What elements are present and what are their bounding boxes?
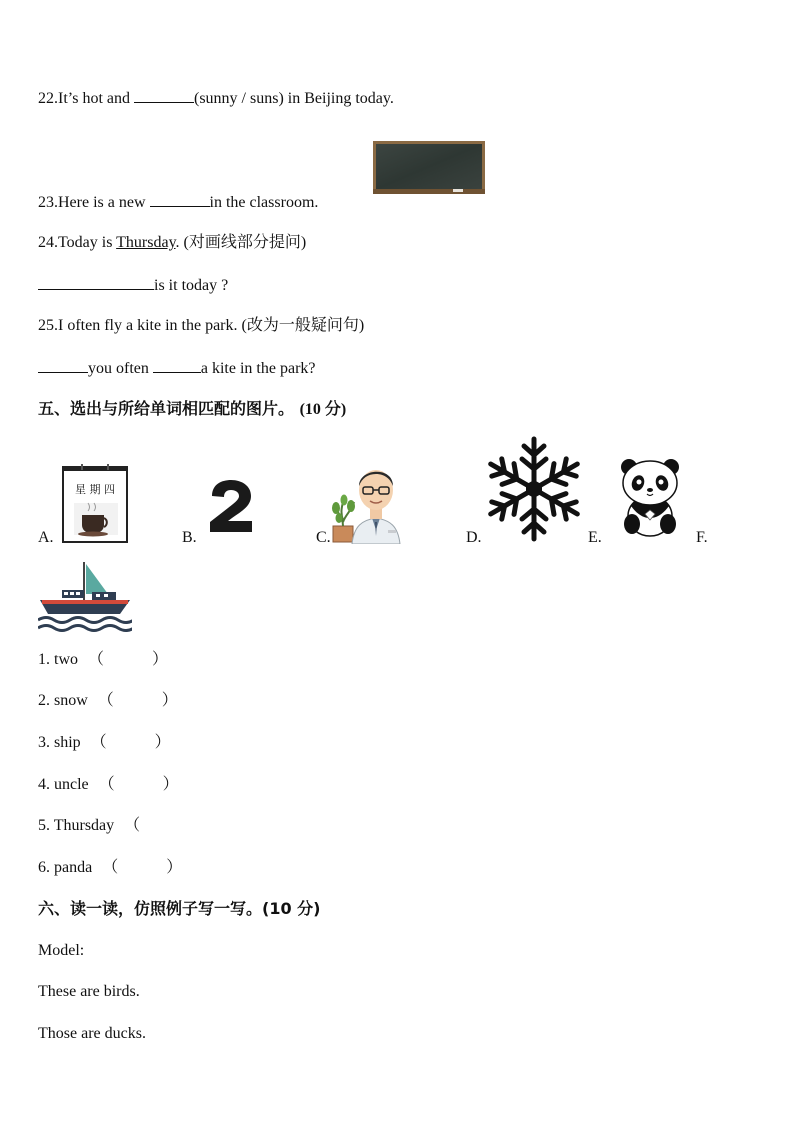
q24-text-b: . (对画线部分提问) [175, 234, 307, 251]
calendar-weekday-text: 星 期 四 [75, 483, 115, 496]
item-5-answer-paren[interactable]: （ [124, 817, 141, 834]
item-4 [38, 775, 179, 795]
question-23 [38, 192, 318, 213]
item-2-label: 2. snow [38, 692, 88, 709]
option-a-label: A. [38, 529, 54, 546]
question-24 [38, 233, 306, 253]
question-25 [38, 316, 364, 336]
item-3 [38, 733, 171, 753]
q24-text-a: 24.Today is [38, 234, 117, 251]
item-2 [38, 691, 178, 711]
ship-icon [38, 560, 132, 634]
item-6-label: 6. panda [38, 859, 93, 876]
item-5-label: 5. Thursday [38, 817, 115, 834]
blackboard-icon [373, 141, 485, 194]
q22-answer-blank[interactable] [134, 88, 194, 103]
snowflake-icon [484, 434, 584, 544]
q25-blank-1[interactable] [38, 358, 88, 373]
calendar-icon [62, 463, 128, 543]
q22-suffix: (sunny / suns) in Beijing today. [194, 90, 394, 107]
item-6 [38, 858, 182, 878]
option-e-label: E. [588, 529, 602, 546]
option-f-ship-picture[interactable] [38, 560, 132, 634]
model-line-2: Those are ducks. [38, 1025, 146, 1042]
option-b-number-picture[interactable] [206, 478, 256, 534]
number-two-icon [206, 478, 256, 534]
section-5-title [38, 399, 346, 420]
model-label: Model: [38, 942, 85, 959]
q23-prefix: 23.Here is a new [38, 194, 150, 211]
item-1-answer-paren[interactable]: （ ） [88, 651, 169, 668]
item-2-answer-paren[interactable]: （ ） [97, 692, 178, 709]
question-24-answer [38, 275, 228, 296]
item-4-answer-paren[interactable]: （ ） [98, 776, 179, 793]
item-1 [38, 650, 168, 670]
panda-icon [617, 458, 683, 538]
item-6-answer-paren[interactable]: （ ） [102, 859, 183, 876]
q24-underlined-word: Thursday [116, 234, 176, 251]
section-5-points: (10 分) [299, 401, 347, 418]
option-d-label: D. [466, 529, 482, 546]
q25-end: a kite in the park? [200, 360, 316, 377]
item-4-label: 4. uncle [38, 776, 89, 793]
option-b-label: B. [182, 529, 197, 546]
blackboard-picture [373, 141, 485, 194]
question-25-answer [38, 358, 316, 379]
option-a-calendar-picture[interactable] [62, 463, 128, 543]
q25-sentence: 25.I often fly a kite in the park. (改为一般疑问句) [38, 317, 365, 334]
item-5 [38, 816, 140, 836]
item-3-answer-paren[interactable]: （ ） [90, 734, 171, 751]
q25-mid: you often [88, 360, 153, 377]
question-22 [38, 88, 394, 109]
option-d-snowflake-picture[interactable] [484, 434, 584, 544]
option-c-man-picture[interactable] [330, 460, 412, 544]
q24-answer-blank[interactable] [38, 275, 154, 290]
q23-answer-blank[interactable] [150, 192, 210, 207]
item-1-label: 1. two [38, 651, 78, 668]
man-with-glasses-icon [330, 460, 412, 544]
option-c-label: C. [316, 529, 331, 546]
section-6-title: 六、读一读，仿照例子写一写。(10 分) [38, 899, 321, 918]
q22-prefix: 22.It’s hot and [38, 90, 134, 107]
section-5-title-text: 五、选出与所给单词相匹配的图片。 [38, 399, 295, 418]
q23-suffix: in the classroom. [209, 194, 319, 211]
option-e-panda-picture[interactable] [617, 458, 683, 538]
q25-blank-2[interactable] [153, 358, 201, 373]
option-f-label: F. [696, 529, 708, 546]
q24-answer-suffix: is it today ? [154, 277, 229, 294]
model-line-1: These are birds. [38, 983, 140, 1000]
item-3-label: 3. ship [38, 734, 81, 751]
